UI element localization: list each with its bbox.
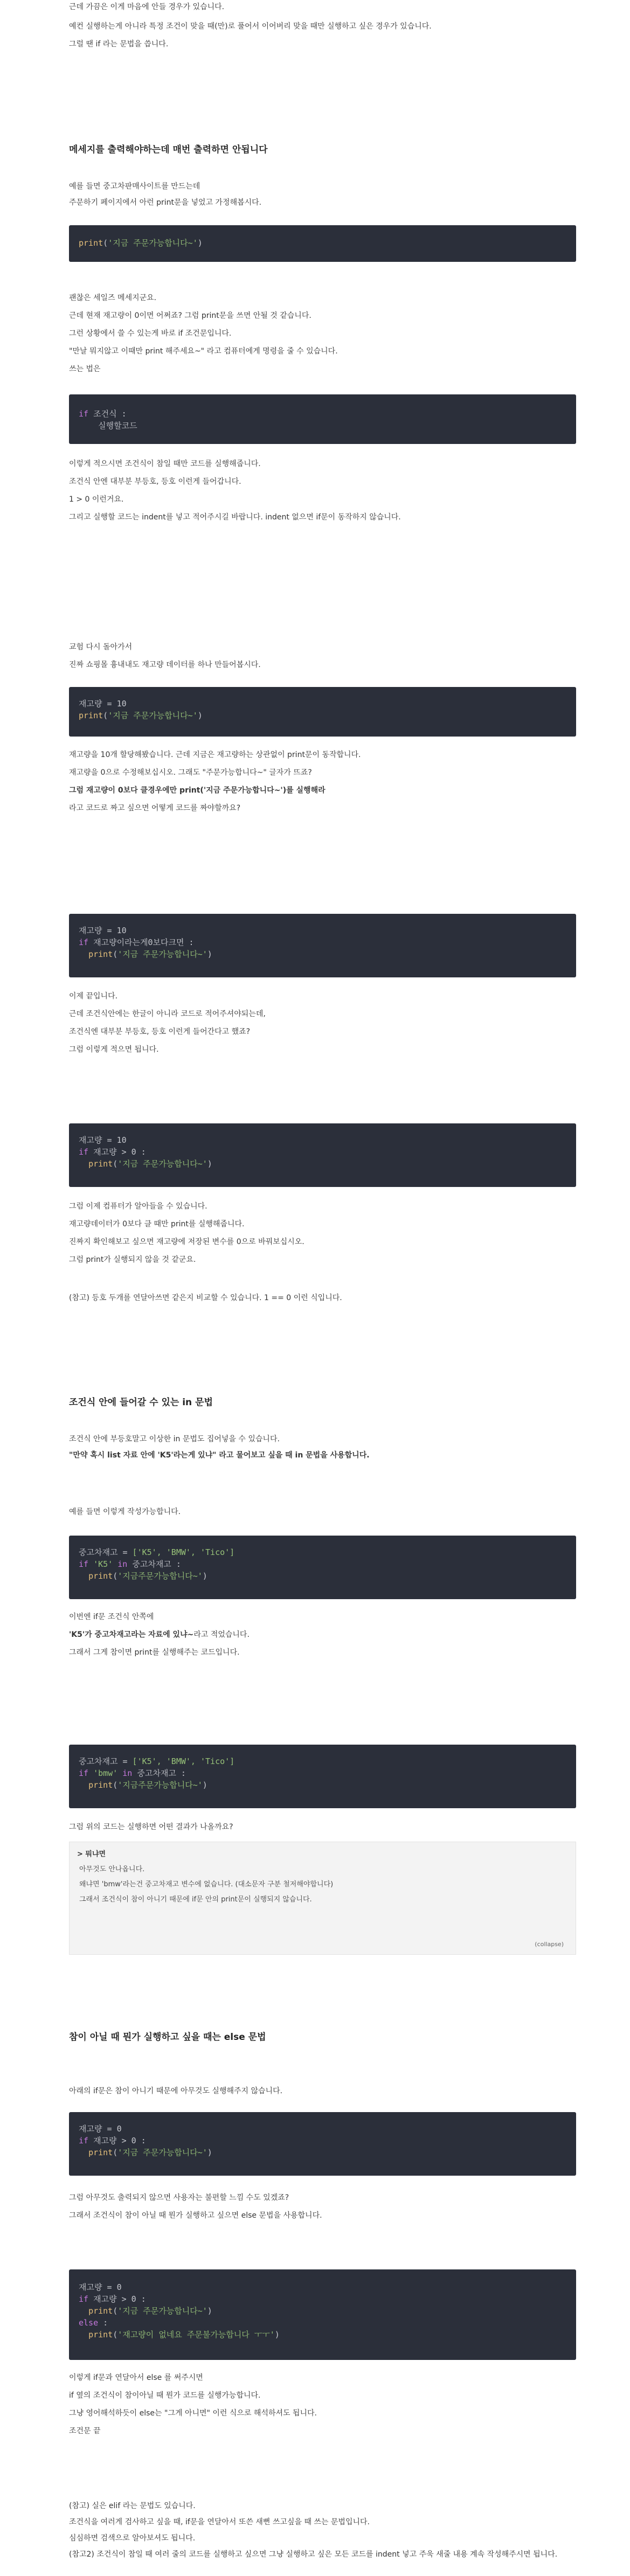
code-string: 'K5' xyxy=(93,1559,113,1569)
code-text: 재고량 = 0 xyxy=(79,2124,122,2134)
code-text: 재고량 = 0 xyxy=(79,2282,122,2292)
paragraph: 근데 조건식안에는 한글이 아니라 코드로 적어주셔야되는데, xyxy=(69,1010,266,1018)
collapse-button[interactable]: (collapse) xyxy=(535,1941,564,1948)
code-text: 재고량 > 0 : xyxy=(93,2294,146,2304)
code-keyword: if xyxy=(79,2294,89,2304)
paragraph: (참고) 등호 두개를 연달아쓰면 같은지 비교할 수 있습니다. 1 == 0 이런 식입니다. xyxy=(69,1294,342,1302)
code-keyword: in xyxy=(122,1768,133,1778)
heading-text: 조건식 안에 들어갈 수 있는 in 문법 xyxy=(69,1397,213,1408)
code-function: print xyxy=(88,2306,113,2316)
code-string: '지금 주문가능합니다~' xyxy=(108,238,198,248)
code-text: 중고차재고 = xyxy=(79,1756,133,1766)
paragraph: 그럼 위의 코드는 실행하면 어떤 결과가 나올까요? xyxy=(69,1823,233,1831)
code-text: : xyxy=(98,2318,108,2328)
code-block: 재고량 = 0 if 재고량 > 0 : print('지금 주문가능합니다~') else : print('재고량이 없네요 주문불가능합니다 ㅜㅜ') xyxy=(69,2269,576,2360)
paragraph: 그런 상황에서 쓸 수 있는게 바로 if 조건문입니다. xyxy=(69,329,232,338)
code-keyword: if xyxy=(79,1559,89,1569)
heading-text: 메세지를 출력해야하는데 매번 출력하면 안됩니다 xyxy=(69,144,268,155)
code-function: print xyxy=(88,1780,113,1790)
code-block: 재고량 = 10 if 재고량이라는게0보다크면 : print('지금 주문가능합니다~') xyxy=(69,914,576,977)
paragraph xyxy=(69,784,576,796)
paragraph: (참고) 실은 elif 라는 문법도 있습니다. xyxy=(69,2502,196,2510)
code-function: print xyxy=(88,1159,113,1169)
code-string: ['K5', 'BMW', 'Tico'] xyxy=(132,1756,235,1766)
paragraph: 이렇게 적으시면 조건식이 참일 때만 코드를 실행해줍니다. xyxy=(69,460,261,468)
code-text: 재고량 > 0 : xyxy=(93,1147,146,1157)
paragraph-group xyxy=(69,1200,576,1266)
paragraph: 아래의 if문은 참이 아니기 때문에 아무것도 실행해주지 않습니다. xyxy=(69,2087,283,2095)
paragraph: (참고2) 조건식이 참일 때 여러 줄의 코드를 실행하고 싶으면 그냥 실행하고 싶은 모든 코드를 indent 넣고 주욱 새줄 내용 계속 작성해주시면 됩니다. xyxy=(69,2550,558,2559)
paragraph: 조건식을 여러게 검사하고 싶을 때, if문을 연달아서 또쓴 새뻔 쓰고싶을 때 쓰는 문법입니다. xyxy=(69,2518,370,2526)
code-text: 중고차재고 : xyxy=(132,1559,181,1569)
paragraph-group xyxy=(69,2192,576,2221)
code-keyword: in xyxy=(117,1559,128,1569)
code-string: '재고량이 없네요 주문불가능합니다 ㅜㅜ' xyxy=(117,2330,275,2339)
paragraph: 그냥 영어해석하듯이 else는 "그게 아니면" 이런 식으로 해석하셔도 됩니다. xyxy=(69,2409,317,2418)
code-block xyxy=(69,394,576,444)
paragraph: 1 > 0 이런거요. xyxy=(69,495,124,504)
emphasis-text: "만약 혹시 list 자료 안에 'K5'라는게 있냐" 라고 물어보고 싶을 때 in 문법을 사용합니다. xyxy=(69,1451,370,1460)
paragraph xyxy=(69,1629,576,1641)
code-string: '지금 주문가능합니다~' xyxy=(117,1159,207,1169)
code-string: '지금주문가능합니다~' xyxy=(117,1571,203,1581)
paragraph: 이렇게 if문과 연달아서 else 를 써주시면 xyxy=(69,2373,203,2382)
quiz-answer-line: 왜냐면 'bmw'라는건 중고차재고 변수에 없습니다. (대소문자 구분 철저해야합니다) xyxy=(79,1880,334,1888)
code-keyword: if xyxy=(79,1147,89,1157)
paragraph-group xyxy=(69,1821,576,1833)
code-block: 중고차재고 = ['K5', 'BMW', 'Tico'] if 'K5' in 중고차재고 : print('지금주문가능합니다~') xyxy=(69,1536,576,1599)
note xyxy=(69,1292,576,1304)
code-block: 중고차재고 = ['K5', 'BMW', 'Tico'] if 'bmw' in 중고차재고 : print('지금주문가능합니다~') xyxy=(69,1745,576,1808)
paragraph: 근데 현재 재고량이 0이면 어쩌죠? 그럼 print문을 쓰면 안될 것 같습니다. xyxy=(69,311,311,320)
intro-text xyxy=(69,1,576,50)
paragraph: 재고량을 0으로 수정해보십시오. 그래도 "주문가능합니다~" 글자가 뜨죠? xyxy=(69,768,312,777)
code-string: ['K5', 'BMW', 'Tico'] xyxy=(132,1547,235,1557)
paragraph: 이제 끝입니다. xyxy=(69,992,118,1001)
paragraph: 예를 들면 중고차판매사이트를 만드는데 xyxy=(69,182,200,191)
quiz-box xyxy=(69,1842,576,1955)
paragraph: "만날 뭐지않고 이때만 print 해주세요~" 라고 컴퓨터에게 명령을 줄 수 있습니다. xyxy=(69,347,338,356)
code-function: print xyxy=(88,2330,113,2339)
code-text: 재고량이라는게0보다크면 : xyxy=(93,938,194,947)
code-text: 재고량 = 10 xyxy=(79,1135,127,1145)
paragraph: 재고량을 10개 할당해봤습니다. 근데 지금은 재고량하는 상관없이 print문이 동작합니다. xyxy=(69,751,361,759)
code-block: 재고량 = 10 if 재고량 > 0 : print('지금 주문가능합니다~') xyxy=(69,1123,576,1187)
code-function: print xyxy=(88,949,113,959)
paragraph-group xyxy=(69,990,576,1056)
code-text: 재고량 > 0 : xyxy=(93,2136,146,2145)
paragraph: 재고량데이터가 0보다 클 때만 print를 실행해줍니다. xyxy=(69,1220,245,1228)
code-string: '지금 주문가능합니다~' xyxy=(108,711,198,720)
paragraph: 심심하면 검색으로 알아보셔도 됩니다. xyxy=(69,2534,196,2543)
paragraph: 조건문 끝 xyxy=(69,2427,101,2435)
code-function: print xyxy=(88,2148,113,2157)
quiz-answer-line: 아무것도 안나옵니다. xyxy=(79,1865,145,1873)
paragraph-group xyxy=(69,180,576,209)
paragraph: 라고 코드로 짜고 싶으면 어떻게 코드를 짜야할까요? xyxy=(69,804,241,813)
code-keyword: if xyxy=(79,938,89,947)
paragraph: 예컨 실행하는게 아니라 특정 조건이 맞을 때(만)로 풀어서 이어버리 맞을 때만 실행하고 싶은 경우가 있습니다. xyxy=(69,22,432,31)
code-function: print xyxy=(79,238,103,248)
quiz-answer-line: 그래서 조건식이 참이 아니기 때문에 if문 안의 print문이 실행되지 않습니다. xyxy=(79,1895,312,1904)
code-keyword: if xyxy=(79,409,89,419)
code-block: print('지금 주문가능합니다~') xyxy=(69,225,576,262)
footer-notes xyxy=(69,2500,576,2560)
paragraph-group xyxy=(69,641,576,671)
code-text: 중고차재고 : xyxy=(137,1768,186,1778)
code-function: print xyxy=(88,1571,113,1581)
paragraph: 주문하기 페이지에서 아런 print문을 넣었고 가정해봅시다. xyxy=(69,198,262,207)
paragraph: 쓰는 법은 xyxy=(69,365,101,373)
paragraph: 그럼 이제 컴퓨터가 알아들을 수 있습니다. xyxy=(69,1202,207,1211)
code-string: '지금 주문가능합니다~' xyxy=(117,2148,207,2157)
paragraph: 그럼 아무것도 출력되지 않으면 사용자는 불편할 느낌 수도 있겠죠? xyxy=(69,2193,289,2202)
paragraph-group xyxy=(69,292,576,375)
emphasis-text: 'K5'가 중고차재고라는 자료에 있냐~ xyxy=(69,1630,194,1639)
heading-text: 참이 아닐 때 뭔가 실행하고 싶을 때는 else 문법 xyxy=(69,2032,266,2043)
code-string: '지금 주문가능합니다~' xyxy=(117,949,207,959)
code-keyword: if xyxy=(79,2136,89,2145)
paragraph-group xyxy=(69,458,576,523)
paragraph: 진짜 쇼핑몰 흉내내도 재고량 데이터를 하나 만들어봅시다. xyxy=(69,661,261,669)
paragraph: 교험 다시 돌아가서 xyxy=(69,643,133,651)
code-string: '지금주문가능합니다~' xyxy=(117,1780,203,1790)
section-heading xyxy=(69,143,576,157)
code-function: print xyxy=(79,711,103,720)
code-block: 재고량 = 10 print('지금 주문가능합니다~') xyxy=(69,687,576,737)
paragraph: 조건식 안엔 대부분 부등호, 등호 이런게 들어갑니다. xyxy=(69,477,241,486)
emphasis-text: 그럼 재고량이 0보다 클경우에만 print('지금 주문가능합니다~')를 실행해라 xyxy=(69,786,326,795)
paragraph: 조건식엔 대부분 부등호, 등호 이런게 들어간다고 했죠? xyxy=(69,1027,251,1036)
paragraph-group xyxy=(69,1433,576,1461)
paragraph-group xyxy=(69,2372,576,2437)
paragraph: 조건식 안에 부등호말고 이상한 in 문법도 집어넣을 수 있습니다. xyxy=(69,1435,280,1443)
paragraph: 근데 가끔은 이게 마음에 안들 경우가 있습니다. xyxy=(69,3,225,11)
section-heading xyxy=(69,1395,576,1409)
code-keyword: else xyxy=(79,2318,99,2328)
code-string: '지금 주문가능합니다~' xyxy=(117,2306,207,2316)
paragraph: 진짜지 확인해보고 싶으면 재고량에 저장된 변수를 0으로 바꿔보십시오. xyxy=(69,1238,304,1246)
code-keyword: if xyxy=(79,1768,89,1778)
paragraph: 그럼 print가 실행되지 않을 것 같군요. xyxy=(69,1255,196,1264)
paragraph-group xyxy=(69,2085,576,2097)
paragraph: 그럼 이렇게 적으면 됩니다. xyxy=(69,1045,159,1054)
code-text: 실행할코드 xyxy=(98,421,137,431)
paragraph: 그래서 조건식이 참이 아닐 때 뭔가 실행하고 싶으면 else 문법을 사용합니다. xyxy=(69,2211,322,2220)
paragraph: 예를 들면 이렇게 작성가능합니다. xyxy=(69,1508,181,1516)
paragraph-group xyxy=(69,749,576,814)
paragraph-group xyxy=(69,1611,576,1658)
paragraph-group xyxy=(69,1506,576,1518)
paragraph: if 옆의 조건식이 참이아닐 때 뭔가 코드를 실행가능합니다. xyxy=(69,2391,261,2400)
code-string: 'bmw' xyxy=(93,1768,118,1778)
paragraph xyxy=(69,1449,576,1461)
code-block: 재고량 = 0 if 재고량 > 0 : print('지금 주문가능합니다~') xyxy=(69,2112,576,2176)
paragraph: 괜찮은 세일즈 메세지군요. xyxy=(69,294,157,302)
section-heading xyxy=(69,2030,576,2044)
paragraph-text: 라고 적었습니다. xyxy=(193,1630,250,1639)
code-text: 조건식 : xyxy=(93,409,127,419)
paragraph: 그래서 그게 참이면 print를 실행해주는 코드입니다. xyxy=(69,1648,240,1657)
code-text: 재고량 = 10 xyxy=(79,699,127,709)
paragraph: 그리고 실행할 코드는 indent를 넣고 적어주시길 바랍니다. indent 없으면 if문이 동작하지 않습니다. xyxy=(69,513,401,522)
paragraph: 이번엔 if문 조건식 안쪽에 xyxy=(69,1613,154,1621)
code-text: 중고차재고 = xyxy=(79,1547,133,1557)
code-text: 재고량 = 10 xyxy=(79,926,127,935)
paragraph: 그럴 땐 if 라는 문법을 씁니다. xyxy=(69,40,169,48)
quiz-title[interactable]: > 뭐냐면 xyxy=(77,1850,106,1858)
